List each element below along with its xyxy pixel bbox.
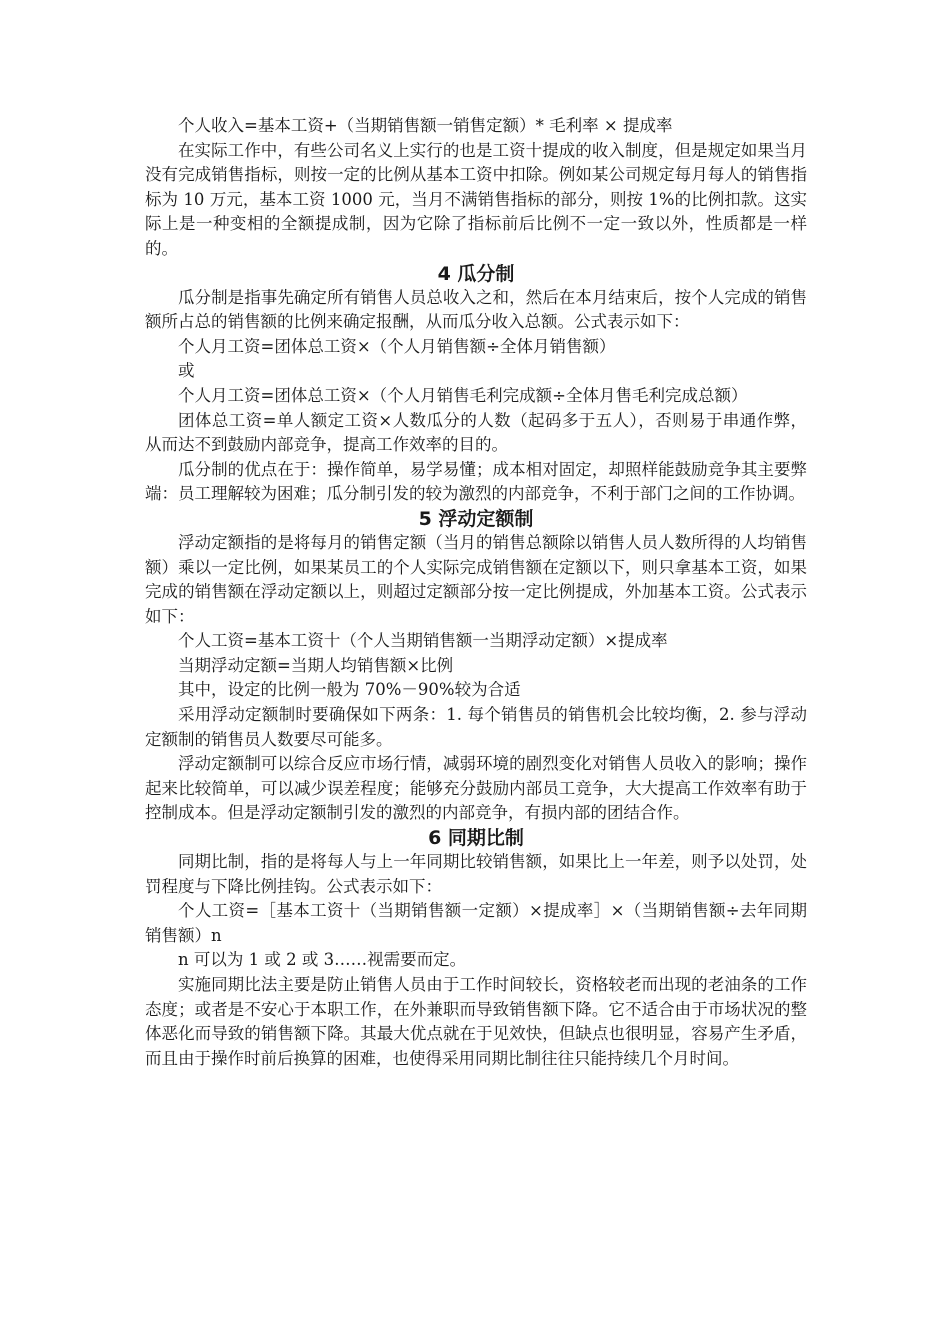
section-heading-6: 6 同期比制 (428, 827, 524, 850)
formula: 个人月工资=团体总工资×（个人月销售毛利完成额÷全体月售毛利完成总额） (178, 385, 748, 405)
paragraph: 瓜分制的优点在于：操作简单，易学易懂；成本相对固定，却照样能鼓励竞争其主要弊端：员工理解较为困难；瓜分制引发的较为激烈的内部竞争，不利于部门之间的工作协调。 (145, 459, 807, 504)
section-heading-5: 5 浮动定额制 (418, 507, 534, 530)
paragraph: 浮动定额指的是将每月的销售定额（当月的销售总额除以销售人员人数所得的人均销售额）乘以一定比例，如果某员工的个人实际完成销售额在定额以下，则只拿基本工资，如果完成的销售额在浮动定额以上，则超过定额部分按一定比例提成，外加基本工资。公式表示如下： (145, 532, 807, 626)
paragraph: 同期比制，指的是将每人与上一年同期比较销售额，如果比上一年差，则予以处罚，处罚程度与下降比例挂钩。公式表示如下： (145, 852, 807, 896)
paragraph-deduction-example: 在实际工作中，有些公司名义上实行的也是工资十提成的收入制度，但是规定如果当月没有完成销售指标，则按一定的比例从基本工资中扣除。例如某公司规定每月每人的销售指标为 10 万元，基本工资 1000 元，当月不满销售指标的部分，则按 1%的比例扣款。这实际上是一种变相的全额提成制，因为它除了指标前后比例不一定一致以外，性质都是一样的。 (145, 140, 807, 258)
formula: 个人月工资=团体总工资×（个人月销售额÷全体月销售额） (178, 336, 616, 356)
paragraph: 团体总工资=单人额定工资×人数瓜分的人数（起码多于五人），否则易于串通作弊，从而达不到鼓励内部竞争，提高工作效率的目的。 (145, 410, 807, 455)
paragraph: 实施同期比法主要是防止销售人员由于工作时间较长，资格较老而出现的老油条的工作态度；或者是不安心于本职工作，在外兼职而导致销售额下降。它不适合由于市场状况的整体恶化而导致的销售额下降。其最大优点就在于见效快，但缺点也很明显，容易产生矛盾，而且由于操作时前后换算的困难，也使得采用同期比制往往只能持续几个月时间。 (145, 975, 807, 1068)
paragraph: n 可以为 1 或 2 或 3……视需要而定。 (178, 950, 467, 970)
paragraph: 或 (178, 361, 195, 381)
document-page (145, 114, 807, 1071)
formula: 个人工资=基本工资十（个人当期销售额一当期浮动定额）×提成率 (178, 631, 668, 651)
paragraph: 浮动定额制可以综合反应市场行情，减弱环境的剧烈变化对销售人员收入的影响；操作起来比较简单，可以减少误差程度；能够充分鼓励内部员工竞争，大大提高工作效率有助于控制成本。但是浮动定额制引发的激烈的内部竞争，有损内部的团结合作。 (145, 754, 807, 823)
paragraph: 瓜分制是指事先确定所有销售人员总收入之和，然后在本月结束后，按个人完成的销售额所占总的销售额的比例来确定报酬，从而瓜分收入总额。公式表示如下： (145, 287, 807, 332)
paragraph: 其中，设定的比例一般为 70%－90%较为合适 (178, 680, 521, 700)
formula: 当期浮动定额=当期人均销售额×比例 (178, 655, 454, 675)
section-heading-4: 4 瓜分制 (437, 262, 515, 285)
formula-personal-income: 个人收入=基本工资+（当期销售额一销售定额）* 毛利率 × 提成率 (178, 116, 673, 135)
paragraph: 采用浮动定额制时要确保如下两条：1. 每个销售员的销售机会比较均衡，2. 参与浮动定额制的销售员人数要尽可能多。 (145, 705, 807, 749)
formula: 个人工资=［基本工资十（当期销售额一定额）×提成率］×（当期销售额÷去年同期销售额）n (145, 901, 807, 945)
